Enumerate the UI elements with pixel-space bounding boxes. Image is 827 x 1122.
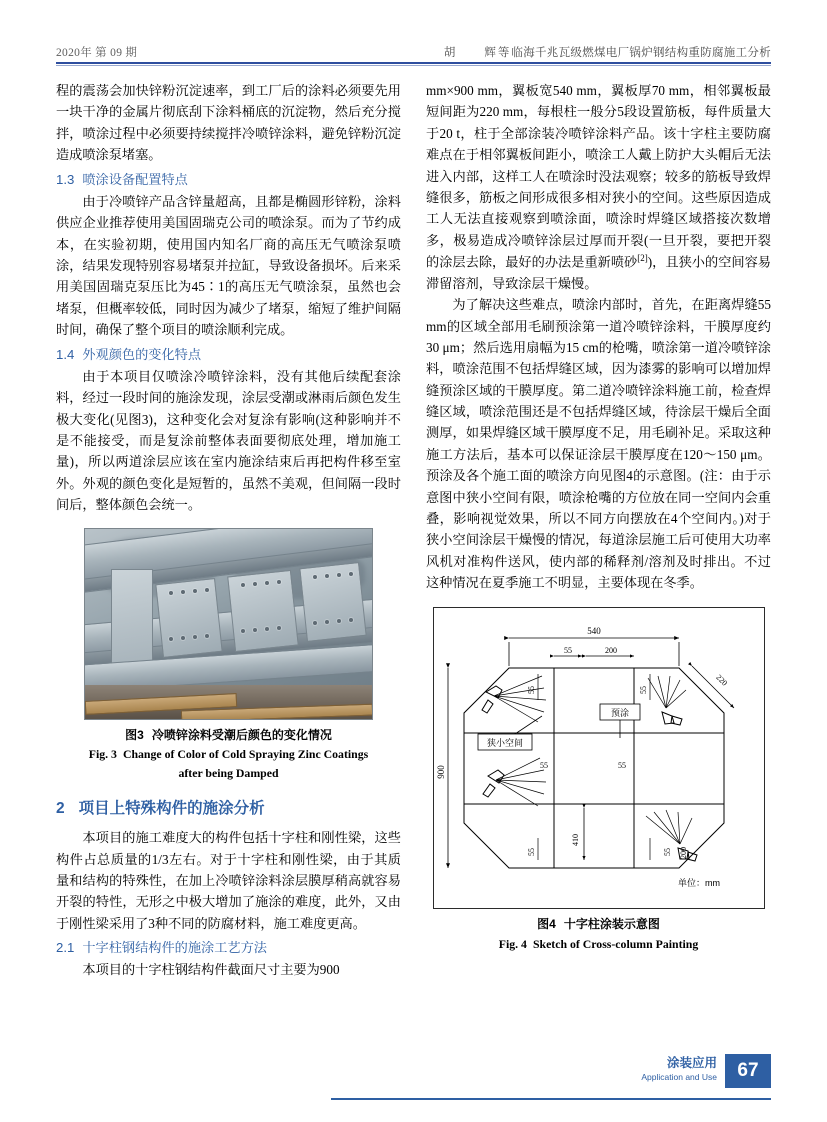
svg-text:220: 220 (713, 673, 729, 689)
right-column (426, 80, 771, 953)
heading-2-number: 2 (56, 800, 65, 818)
page-number: 67 (725, 1054, 771, 1088)
svg-text:200: 200 (604, 646, 617, 656)
page-header (56, 38, 771, 60)
heading-2-title: 项目上特殊构件的施涂分析 (78, 800, 265, 818)
paragraph-right-top-text: mm×900 mm，翼板宽540 mm，翼板厚70 mm，相邻翼板最短间距为220 mm，每根柱一般分5段设置筋板，每件质量大于20 t，柱于全部涂装冷喷锌涂料产品。该十字柱主要防腐难点在于相邻翼板间距小，喷涂工人戴上防护大头帽后无法进入内部，这样工人在喷涂时没法观察；较多的筋板导致焊缝很多，筋板之间形成很多相对狭小的空间。这些原因造成工人无法直接观察到喷涂面，喷涂时焊缝区域搭接次数增多，极易造成冷喷锌涂层过厚而开裂(一旦开裂，要把开裂的涂层去除，最好的办法是重新喷砂 (426, 83, 771, 270)
figure-4-caption (426, 916, 771, 952)
figure-4-cn-title: 十字柱涂装示意图 (563, 917, 660, 932)
header-divider (56, 62, 771, 64)
heading-1-3-number: 1.3 (56, 171, 75, 187)
figure-3-en-title-2: after being Damped (178, 765, 279, 780)
header-issue: 2020年 第 09 期 (56, 47, 138, 59)
svg-text:540: 540 (586, 626, 601, 637)
header-divider-thin (56, 65, 771, 66)
page-footer (591, 1054, 771, 1098)
footer-divider (331, 1098, 771, 1100)
figure-3-en-label: Fig. 3 (88, 746, 117, 761)
svg-text:狭小空间: 狭小空间 (486, 738, 523, 749)
paragraph-right-top (426, 80, 771, 294)
svg-text:55: 55 (617, 761, 626, 771)
svg-text:55: 55 (539, 761, 548, 771)
svg-text:55: 55 (638, 686, 648, 695)
citation-ref: [2] (637, 253, 648, 263)
svg-text:55: 55 (563, 646, 572, 656)
heading-2-1 (56, 937, 401, 958)
heading-1-4-number: 1.4 (56, 346, 75, 362)
svg-text:55: 55 (526, 848, 536, 857)
svg-text:预涂: 预涂 (610, 708, 629, 719)
header-authors: 胡 辉等 (443, 47, 512, 59)
figure-4-cn-label: 图4 (537, 917, 556, 932)
paragraph-1-4: 由于本项目仅喷涂冷喷锌涂料，没有其他后续配套涂料，经过一段时间的施涂发现，涂层受潮或淋雨后颜色发生极大变化(见图3)，这种变化会对复涂有影响(这种影响并不是不能接受，而是复涂前整体表面要彻底处理，增加施工量)，所以两道涂层应该在室内施涂结束后再把构件移至室外。外观的颜色变化是短暂的，虽然不美观，但间隔一段时间后，整体颜色会统一。 (56, 368, 401, 513)
paragraph-1-3: 由于冷喷锌产品含锌量超高，且都是椭圆形锌粉，涂料供应企业推荐使用美国固瑞克公司的喷涂泵。而为了节约成本，在实验初期，使用国内知名厂商的高压无气喷涂泵喷涂，结果发现特别容易堵泵并拉缸，导致设备损坏。后来采用美国固瑞克泵压比为45∶1的高压无气喷涂泵，虽然也会堵泵，但概率较低，同时因为减少了堵泵，缩短了维护间隔时间，确保了整个项目的喷涂顺利完成。 (56, 193, 401, 338)
heading-1-4-title: 外观颜色的变化特点 (82, 346, 202, 362)
paragraph-2: 本项目的施工难度大的构件包括十字柱和刚性梁，这些构件占总质量的1/3左右。对于十字柱和刚性梁，由于其质量和结构的特殊性，在加上冷喷锌涂料涂层膜厚稍高就容易开裂的特性，无形之中极大增加了施涂的难度，此外，又由于刚性梁采用了3种不同的防腐材料，施工难度更高。 (56, 830, 401, 931)
heading-1-3-title: 喷涂设备配置特点 (82, 171, 188, 187)
heading-1-3 (56, 169, 401, 190)
svg-text:410: 410 (570, 834, 580, 847)
paragraph-2-1: 本项目的十字柱钢结构件截面尺寸主要为900 (82, 962, 340, 978)
heading-2-1-title: 十字柱钢结构件的施涂工艺方法 (82, 940, 267, 956)
footer-section-cn: 涂装应用 (666, 1056, 717, 1070)
figure-3-caption (56, 727, 401, 783)
svg-text:900: 900 (435, 765, 446, 780)
figure-4-en-title: Sketch of Cross-column Painting (532, 936, 699, 951)
figure-3-cn-title: 冷喷锌涂料受潮后颜色的变化情况 (151, 727, 332, 742)
figure-4-en-label: Fig. 4 (498, 936, 527, 951)
heading-2-1-number: 2.1 (56, 940, 75, 956)
footer-section-en: Application and Use (641, 1071, 717, 1082)
footer-section-tag (641, 1056, 717, 1082)
figure-4-diagram (433, 607, 765, 909)
svg-text:单位：mm: 单位：mm (677, 878, 720, 889)
header-running-title (444, 44, 771, 60)
svg-text:55: 55 (526, 686, 536, 695)
svg-text:55: 55 (662, 848, 672, 857)
heading-2 (56, 796, 401, 821)
svg-text:200: 200 (678, 847, 688, 860)
figure-3-photo (84, 528, 373, 720)
paragraph-right-mid: 为了解决这些难点，喷涂内部时，首先，在距离焊缝55 mm的区域全部用毛刷预涂第一道冷喷锌涂料，干膜厚度约30 μm；然后选用扇幅为15 cm的枪嘴，喷涂第一道冷喷锌涂料，喷涂范围不包括焊缝区域，因为漆雾的影响可以增加焊缝预涂区域的干膜厚度。第二道冷喷锌涂料施工前，检查焊缝区域，喷涂范围还是不包括焊缝区域，待涂层干燥后全面测厚，如果焊缝区域干膜厚度不足，用毛刷补足。采取这种施工方法后，基本可以保证涂层干膜厚度在120～150 μm。预涂及各个施工面的喷涂方向见图4的示意图。(注：由于示意图中狭小空间有限，喷涂枪嘴的方位放在同一空间内会重叠，影响视觉效果，所以不同方向摆放在4个空间内。)对于狭小空间涂层干燥慢的情况，每道涂层施工后可使用大功率风机对准构件送风，使内部的稀释剂/溶剂及时排出。不过这种情况在夏季施工不明显，主要体现在冬季。 (426, 297, 771, 591)
heading-1-4 (56, 344, 401, 365)
figure-4 (426, 607, 771, 952)
figure-3 (56, 528, 401, 783)
figure-3-cn-label: 图3 (125, 727, 144, 742)
left-column (56, 80, 401, 981)
figure-3-en-title-1: Change of Color of Cold Spraying Zinc Coatings (122, 746, 369, 761)
paragraph-continued: 程的震荡会加快锌粉沉淀速率，到工厂后的涂料必须要先用一块干净的金属片彻底刮下涂料桶底的沉淀物，然后充分搅拌，喷涂过程中必须要持续搅拌冷喷锌涂料，避免锌粉沉淀造成喷涂泵堵塞。 (56, 83, 401, 163)
header-title: 临海千兆瓦级燃煤电厂锅炉钢结构重防腐施工分析 (511, 47, 771, 59)
paragraph-right-top-cont: )，且狭小的空间容易滞留溶剂，导致涂层干燥慢。 (426, 254, 771, 291)
cross-column-svg (434, 608, 764, 908)
